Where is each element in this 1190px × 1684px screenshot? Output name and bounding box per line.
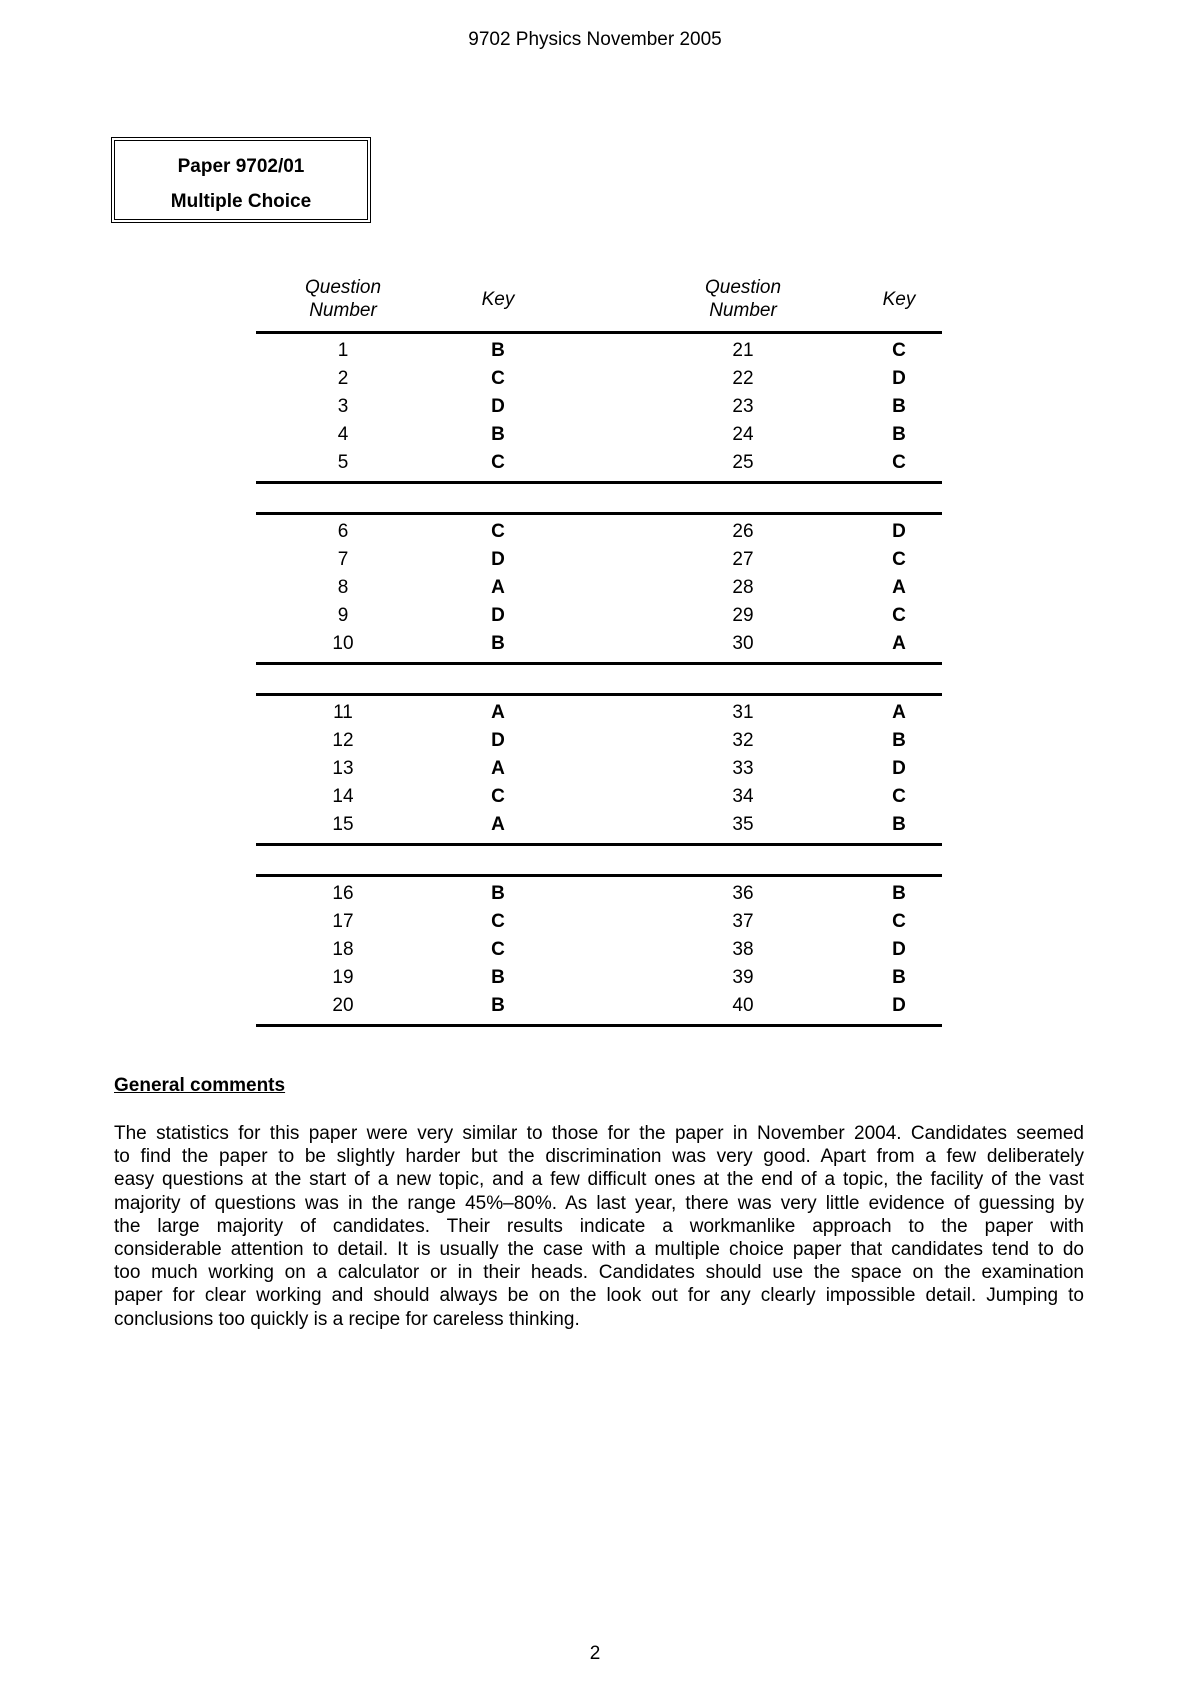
question-number-cell: 4 bbox=[337, 424, 349, 445]
question-number-cell: 10 bbox=[332, 633, 354, 654]
question-number-cell: 6 bbox=[337, 521, 349, 542]
table-row bbox=[256, 364, 942, 394]
answer-key-cell: B bbox=[491, 340, 505, 361]
answer-key-cell: B bbox=[491, 883, 505, 904]
table-row bbox=[256, 698, 942, 728]
answer-key-cell: A bbox=[892, 702, 906, 723]
question-number-cell: 37 bbox=[732, 911, 754, 932]
answer-key-cell: D bbox=[892, 995, 906, 1016]
question-number-cell: 12 bbox=[332, 730, 354, 751]
paragraph-line: conclusions too quickly is a recipe for careless thinking. bbox=[114, 1308, 580, 1330]
table-group bbox=[256, 693, 942, 846]
question-number-cell: 9 bbox=[337, 605, 349, 626]
header-question-label: Question bbox=[304, 277, 382, 298]
paper-type: Multiple Choice bbox=[170, 191, 312, 212]
header-key-1: Key bbox=[481, 288, 515, 310]
answer-key-cell: A bbox=[892, 633, 906, 654]
header-question-number-2 bbox=[656, 270, 830, 328]
answer-key-cell: C bbox=[491, 911, 505, 932]
answer-key-cell: B bbox=[892, 396, 906, 417]
paragraph-line: majority of questions was in the range 45%–80%. As last year, there was very little evidence of guessing by bbox=[114, 1192, 1084, 1214]
paragraph-line: considerable attention to detail. It is usually the case with a multiple choice paper that candidates tend to do bbox=[114, 1238, 1084, 1260]
answer-key-cell: B bbox=[491, 995, 505, 1016]
header-number-label: Number bbox=[709, 300, 777, 321]
answer-key-cell: C bbox=[892, 605, 906, 626]
table-row bbox=[256, 517, 942, 547]
paragraph-line: to find the paper to be slightly harder but the discrimination was very good. Apart from a few deliberately bbox=[114, 1146, 1084, 1168]
general-comments-title: General comments bbox=[114, 1075, 286, 1096]
answer-key-cell: D bbox=[491, 605, 505, 626]
answer-key-cell: A bbox=[491, 577, 505, 598]
answer-key-cell: C bbox=[892, 452, 906, 473]
answer-key-cell: C bbox=[491, 452, 505, 473]
question-number-cell: 36 bbox=[732, 883, 754, 904]
answer-key-cell: A bbox=[491, 702, 505, 723]
question-number-cell: 5 bbox=[337, 452, 349, 473]
table-row bbox=[256, 879, 942, 909]
page-header: 9702 Physics November 2005 bbox=[468, 29, 722, 50]
general-comments-paragraph bbox=[114, 1122, 1084, 1331]
table-row bbox=[256, 420, 942, 450]
question-number-cell: 18 bbox=[332, 939, 354, 960]
table-row bbox=[256, 963, 942, 993]
table-row bbox=[256, 726, 942, 756]
answer-key-cell: D bbox=[892, 758, 906, 779]
answer-key-cell: C bbox=[892, 340, 906, 361]
question-number-cell: 27 bbox=[732, 549, 754, 570]
table-group bbox=[256, 512, 942, 665]
question-number-cell: 7 bbox=[337, 549, 349, 570]
answer-key-cell: C bbox=[491, 368, 505, 389]
question-number-cell: 34 bbox=[732, 786, 754, 807]
question-number-cell: 13 bbox=[332, 758, 354, 779]
table-row bbox=[256, 545, 942, 575]
table-row bbox=[256, 448, 942, 478]
paragraph-line: too much working on a calculator or in their heads. Candidates should use the space on the examination bbox=[114, 1262, 1084, 1284]
question-number-cell: 33 bbox=[732, 758, 754, 779]
answer-key-cell: B bbox=[491, 967, 505, 988]
paragraph-line: paper for clear working and should always be on the look out for any clearly impossible detail. Jumping to bbox=[114, 1285, 1084, 1307]
question-number-cell: 20 bbox=[332, 995, 354, 1016]
answer-key-cell: A bbox=[491, 758, 505, 779]
paper-code: Paper 9702/01 bbox=[177, 156, 305, 177]
question-number-cell: 31 bbox=[732, 702, 754, 723]
question-number-cell: 35 bbox=[732, 814, 754, 835]
table-row bbox=[256, 907, 942, 937]
question-number-cell: 30 bbox=[732, 633, 754, 654]
answer-key-cell: D bbox=[491, 396, 505, 417]
answer-key-cell: B bbox=[491, 424, 505, 445]
table-row bbox=[256, 601, 942, 631]
question-number-cell: 8 bbox=[337, 577, 349, 598]
answer-key-cell: C bbox=[491, 521, 505, 542]
header-number-label: Number bbox=[309, 300, 377, 321]
answer-key-cell: D bbox=[892, 521, 906, 542]
question-number-cell: 3 bbox=[337, 396, 349, 417]
paragraph-line: easy questions at the start of a new topic, and a few difficult ones at the end of a topic, the facility of the vast bbox=[114, 1169, 1084, 1191]
answer-key-cell: B bbox=[892, 814, 906, 835]
table-header bbox=[256, 273, 942, 334]
question-number-cell: 11 bbox=[333, 702, 353, 723]
question-number-cell: 24 bbox=[732, 424, 754, 445]
answer-key-cell: C bbox=[491, 939, 505, 960]
answer-key-cell: B bbox=[892, 730, 906, 751]
header-key-2: Key bbox=[882, 288, 916, 310]
question-number-cell: 28 bbox=[732, 577, 754, 598]
table-row bbox=[256, 336, 942, 366]
table-row bbox=[256, 392, 942, 422]
question-number-cell: 22 bbox=[732, 368, 754, 389]
question-number-cell: 26 bbox=[732, 521, 754, 542]
answer-key-cell: D bbox=[892, 939, 906, 960]
question-number-cell: 16 bbox=[332, 883, 354, 904]
answer-key-cell: C bbox=[892, 786, 906, 807]
answer-key-cell: D bbox=[491, 730, 505, 751]
answer-key-cell: B bbox=[491, 633, 505, 654]
answer-key-cell: B bbox=[892, 967, 906, 988]
question-number-cell: 21 bbox=[732, 340, 754, 361]
answer-key-cell: C bbox=[892, 911, 906, 932]
table-row bbox=[256, 782, 942, 812]
question-number-cell: 25 bbox=[732, 452, 754, 473]
table-row bbox=[256, 810, 942, 840]
table-row bbox=[256, 935, 942, 965]
table-row bbox=[256, 573, 942, 603]
page-number: 2 bbox=[589, 1643, 601, 1664]
answer-key-cell: B bbox=[892, 883, 906, 904]
answer-key-table bbox=[256, 273, 942, 1027]
answer-key-cell: C bbox=[491, 786, 505, 807]
table-row bbox=[256, 754, 942, 784]
question-number-cell: 14 bbox=[332, 786, 354, 807]
answer-key-cell: D bbox=[491, 549, 505, 570]
answer-key-cell: A bbox=[491, 814, 505, 835]
paper-title-box bbox=[111, 137, 371, 223]
question-number-cell: 39 bbox=[732, 967, 754, 988]
paragraph-line: the large majority of candidates. Their results indicate a workmanlike approach to the paper with bbox=[114, 1215, 1084, 1237]
table-group bbox=[256, 874, 942, 1027]
question-number-cell: 40 bbox=[732, 995, 754, 1016]
question-number-cell: 17 bbox=[332, 911, 354, 932]
table-body bbox=[256, 334, 942, 1027]
question-number-cell: 38 bbox=[732, 939, 754, 960]
answer-key-cell: B bbox=[892, 424, 906, 445]
question-number-cell: 19 bbox=[332, 967, 354, 988]
table-row bbox=[256, 629, 942, 659]
answer-key-cell: D bbox=[892, 368, 906, 389]
answer-key-cell: A bbox=[892, 577, 906, 598]
paragraph-line: The statistics for this paper were very similar to those for the paper in November 2004. Candidates seemed bbox=[114, 1123, 1084, 1144]
table-row bbox=[256, 991, 942, 1021]
question-number-cell: 32 bbox=[732, 730, 754, 751]
question-number-cell: 23 bbox=[732, 396, 754, 417]
question-number-cell: 15 bbox=[332, 814, 354, 835]
answer-key-cell: C bbox=[892, 549, 906, 570]
header-question-label: Question bbox=[704, 277, 782, 298]
question-number-cell: 29 bbox=[732, 605, 754, 626]
question-number-cell: 1 bbox=[337, 340, 349, 361]
table-group bbox=[256, 334, 942, 484]
question-number-cell: 2 bbox=[337, 368, 349, 389]
